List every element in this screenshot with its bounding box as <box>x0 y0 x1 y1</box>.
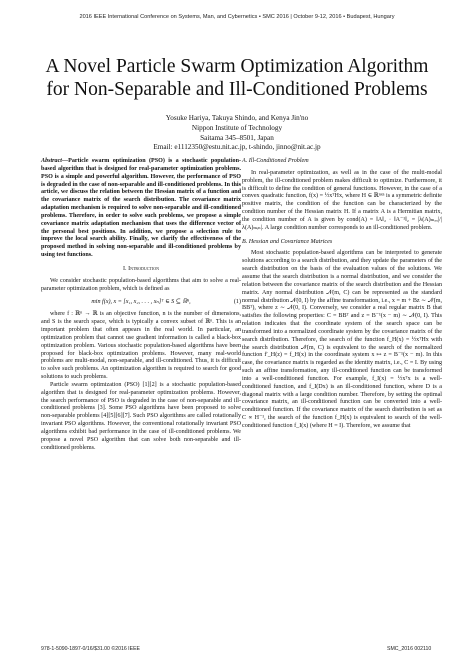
paper-title <box>0 55 474 101</box>
affiliation: Nippon Institute of Technology <box>191 123 283 132</box>
footer-page-id: SMC_2016 002110 <box>387 646 432 652</box>
intro-paragraph-3: Particle swarm optimization (PSO) [1][2] is a stochastic population-based algorithm that is designed for real-parameter optimization problems. However, the search performance of PSO is degraded in the case of non-separable and ill-conditioned problems [3]. Some PSO algorithms have been proposed to solve non-separable problems [4][5][6][7]. Such PSO algorithms are called rotationally invariant PSO algorithms. However, the conventional rotationally invariant PSO algorithms exhibit bad performance in the case of ill-conditioned problems. We propose a novel PSO algorithm that can solve both non-separable and ill-conditioned problems. <box>41 381 241 451</box>
title-line-2: for Non-Separable and Ill-Conditioned Problems <box>46 79 428 100</box>
subsection-heading-hessian: B. Hessian and Covariance Matrices <box>242 238 333 245</box>
subsection-heading-ill-conditioned: A. Ill-Conditioned Problem <box>242 158 309 164</box>
author-names: Yosuke Hariya, Takuya Shindo, and Kenya Jin'no <box>165 114 309 122</box>
author-block <box>0 114 474 153</box>
abstract <box>41 158 241 260</box>
intro-paragraph-1: We consider stochastic population-based algorithms that aim to solve a real-parameter optimization problem, which is defined as <box>41 277 241 292</box>
address: Saitama 345–8501, Japan <box>200 133 274 142</box>
email: Email: e1112350@estu.nit.ac.jp, t-shindo, jinno@nit.ac.jp <box>153 143 321 152</box>
equation-1 <box>41 299 241 307</box>
hessian-paragraph: Most stochastic population-based algorithms can be interpreted to generate solutions according to a search distribution, and they update the parameters of the search distribution on the basis of the evaluation values of the solutions. We assume that the search distribution is a normal distribution, and we consider the relation between the covariance matrix of the search distribution and the Hessian matrix. Any normal distribution 𝒩(m, C) can be represented as the standard normal distribution 𝒩(0, I) by the affine transformation, i.e., x = m + Bz ∼ 𝒩(m, BBᵀ), where z ∼ 𝒩(0, I). Conversely, we consider a real regular matrix B that satisfies the following properties: C = BBᵀ and z = B⁻¹(x − m) ∼ 𝒩(0, I). This relation indicates that the coordinate system of the search space can be transformed into a normalized coordinate system by the covariance matrix of the search distribution. Therefore, the search of the function f_H(x) = ½xᵀHx with the search distribution 𝒩(m, C) is equivalent to the search of the normalized function f′_H(z) = f_H(x) in the coordinate system x ↦ z = B⁻¹(x − m). In this case, the covariance matrix is regarded as the identity matrix, i.e., C = I. By using such an affine transformation, any ill-conditioned function can be transformed into a well-conditioned function. For example, f_I(x) = ½xᵀx is a well-conditioned function, and f_I(Dx) is an ill-conditioned function, where D is a diagonal matrix with a large condition number. Therefore, by setting the optimal covariance matrix, an ill-conditioned function can be converted into a well-conditioned function. If the covariance matrix of the search distribution is set as C ∝ H⁻¹, the search of the function f_H(x) is equivalent to search of the well-conditioned function f_I(x) (where H = I). Therefore, we assume that <box>242 250 442 429</box>
ill-conditioned-paragraph: In real-parameter optimization, as well as in the case of the multi-modal problem, the ill-conditioned problem makes difficult to optimize. Furthermore, it is difficult to define the condition of general functions. However, in the case of a convex quadratic function, f(x) = ½xᵀHx, where H ∈ ℝⁿˣⁿ is a symmetric definite positive matrix, the condition of the function can be characterized by the condition number of the Hessian matrix H. If a matrix A is a Hermitian matrix, the condition number of A is given by cond(A) = ‖A‖₂ · ‖A⁻¹‖₂ = |λ(A)ₘₐₓ|/|λ(A)ₘᵢₙ|. A large condition number corresponds to an ill-conditioned problem. <box>242 169 442 231</box>
abstract-text: —Particle swarm optimization (PSO) is a stochastic population-based algorithm that is designed for real-parameter optimization problems. PSO is a simple and powerful algorithm. However, the performance of PSO is degraded in the case of non-separable and ill-conditioned problems. In this article, we discuss the relation between the Hessian matrix of a function and the covariance matrix of the search distribution. The covariance matrix adaptation mechanism is required to solve non-separable and ill-conditioned problems. Therefore, in order to solve such problems, we propose a simple covariance matrix adaptation mechanism that uses the difference vector of the personal best positions. In addition, we propose a selection rule to improve the local search ability. Finally, we clarify the effectiveness of the proposed method in solving non-separable and ill-conditioned problems by using test functions. <box>41 158 241 259</box>
equation-number: (1) <box>233 298 241 305</box>
section-heading-introduction: I. Introduction <box>123 265 159 272</box>
right-column <box>242 158 442 431</box>
conference-header: 2016 IEEE International Conference on Systems, Man, and Cybernetics • SMC 2016 | October 9-12, 2016 • Budapest, Hungary <box>79 14 395 20</box>
intro-paragraph-2: where f : ℝⁿ → ℝ is an objective function, n is the number of dimensions, and S is the search space, which is typically a convex subset of ℝⁿ. This is an important problem that often appears in the real world. In particular, an optimization problem that cannot use gradient information is called a black-box optimization problem. Various stochastic population-based algorithms have been proposed for black-box optimization problems. However, many real-world problems are multi-modal, non-separable, and ill-conditioned. Thus, it is difficult to solve such problems. An optimization algorithm is required to search for good solutions to such problems. <box>41 311 241 381</box>
left-column <box>41 158 241 453</box>
equation-body: min f(x), x = [x₁, x₂, . . . , xₙ]ᵀ ∈ S ⊆ ℝⁿ, <box>91 298 191 305</box>
footer-copyright: 978-1-5090-1897-0/16/$31.00 ©2016 IEEE <box>41 646 141 652</box>
title-line-1: A Novel Particle Swarm Optimization Algorithm <box>45 56 429 77</box>
abstract-label: Abstract <box>41 158 62 164</box>
